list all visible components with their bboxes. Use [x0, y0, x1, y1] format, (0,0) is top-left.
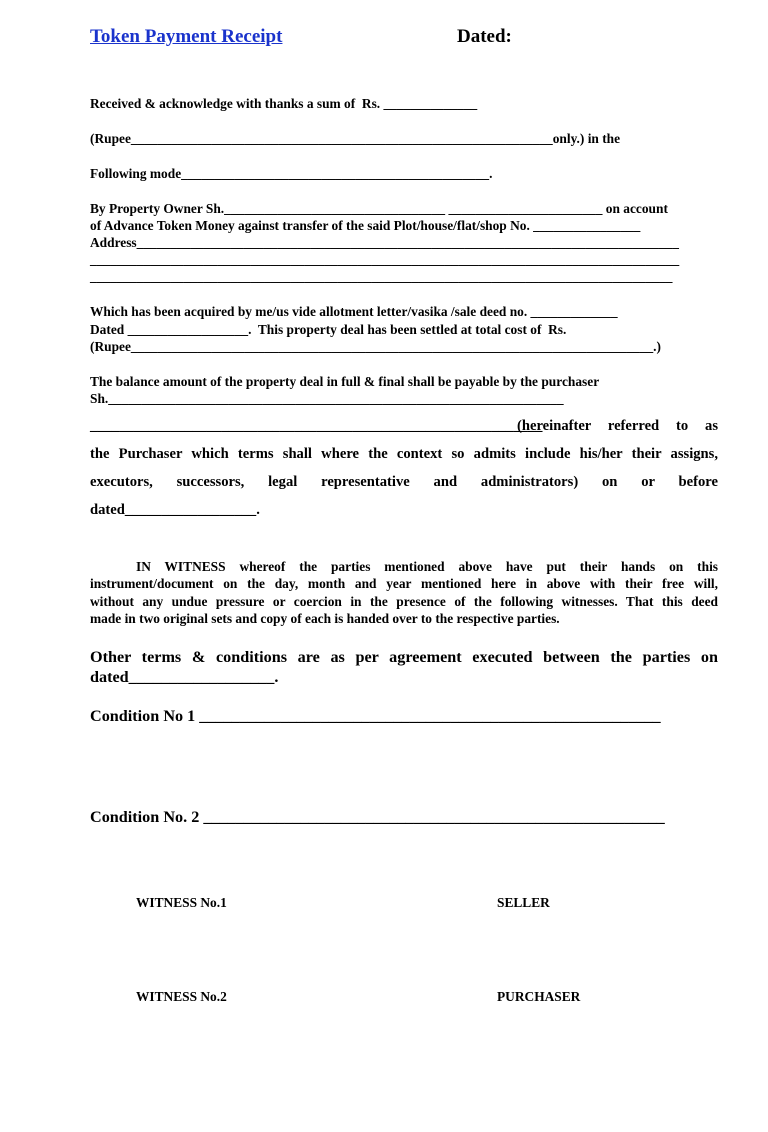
document-title: Token Payment Receipt [90, 26, 283, 47]
witness-clause-line-3: without any undue pressure or coercion in the presence of the following witnesses. That this deed [90, 594, 718, 609]
address-blank-line-1: ________________________________________________________________________________________ [90, 252, 680, 267]
condition-2: Condition No. 2 _________________________________________________________ [90, 808, 665, 826]
advance-token-line: of Advance Token Money against transfer of the said Plot/house/flat/shop No. ________________ [90, 218, 641, 233]
settled-cost-line: Dated __________________. This property deal has been settled at total cost of Rs. [90, 322, 567, 337]
agreement-dated-line: dated__________________. [90, 668, 279, 686]
rupee-words-line: (Rupee_______________________________________________________________only.) in the [90, 131, 621, 146]
address-line: Address_________________________________________________________________________________ [90, 235, 679, 250]
cost-rupee-line: (Rupee______________________________________________________________________________.) [90, 339, 661, 354]
address-blank-line-2: _______________________________________________________________________________________ [90, 269, 673, 284]
condition-1: Condition No 1 _________________________________________________________ [90, 707, 661, 725]
purchaser-terms-line: the Purchaser which terms shall where the context so admits include his/her their assigns, [90, 446, 718, 462]
witness-clause-line-4: made in two original sets and copy of each is handed over to the respective parties. [90, 611, 560, 626]
executors-line: executors, successors, legal representative and administrators) on or before [90, 474, 718, 490]
purchaser-name-line: Sh.____________________________________________________________________ [90, 391, 564, 406]
witness-clause-line-2: instrument/document on the day, month and year mentioned here in above with their free will, [90, 576, 718, 591]
other-terms-line: Other terms & conditions are as per agreement executed between the parties on [90, 648, 718, 666]
balance-dated-line: dated__________________. [90, 502, 260, 518]
payment-mode-line: Following mode______________________________________________. [90, 166, 493, 181]
witness-2-signature-label: WITNESS No.2 [136, 989, 227, 1004]
hereinafter-text: (hereinafter referred to as [517, 418, 718, 434]
seller-signature-label: SELLER [497, 895, 550, 910]
purchaser-signature-label: PURCHASER [497, 989, 581, 1004]
purchaser-blank: ______________________________________________________________ [90, 418, 543, 434]
dated-heading: Dated: [457, 26, 512, 47]
property-owner-line: By Property Owner Sh._________________________________ _______________________ on account [90, 201, 668, 216]
received-line: Received & acknowledge with thanks a sum of Rs. ______________ [90, 96, 478, 111]
witness-1-signature-label: WITNESS No.1 [136, 895, 227, 910]
witness-clause-line-1: IN WITNESS whereof the parties mentioned above have put their hands on this [136, 559, 718, 574]
balance-line: The balance amount of the property deal in full & final shall be payable by the purchaser [90, 374, 600, 389]
acquired-line: Which has been acquired by me/us vide allotment letter/vasika /sale deed no. _____________ [90, 304, 618, 319]
